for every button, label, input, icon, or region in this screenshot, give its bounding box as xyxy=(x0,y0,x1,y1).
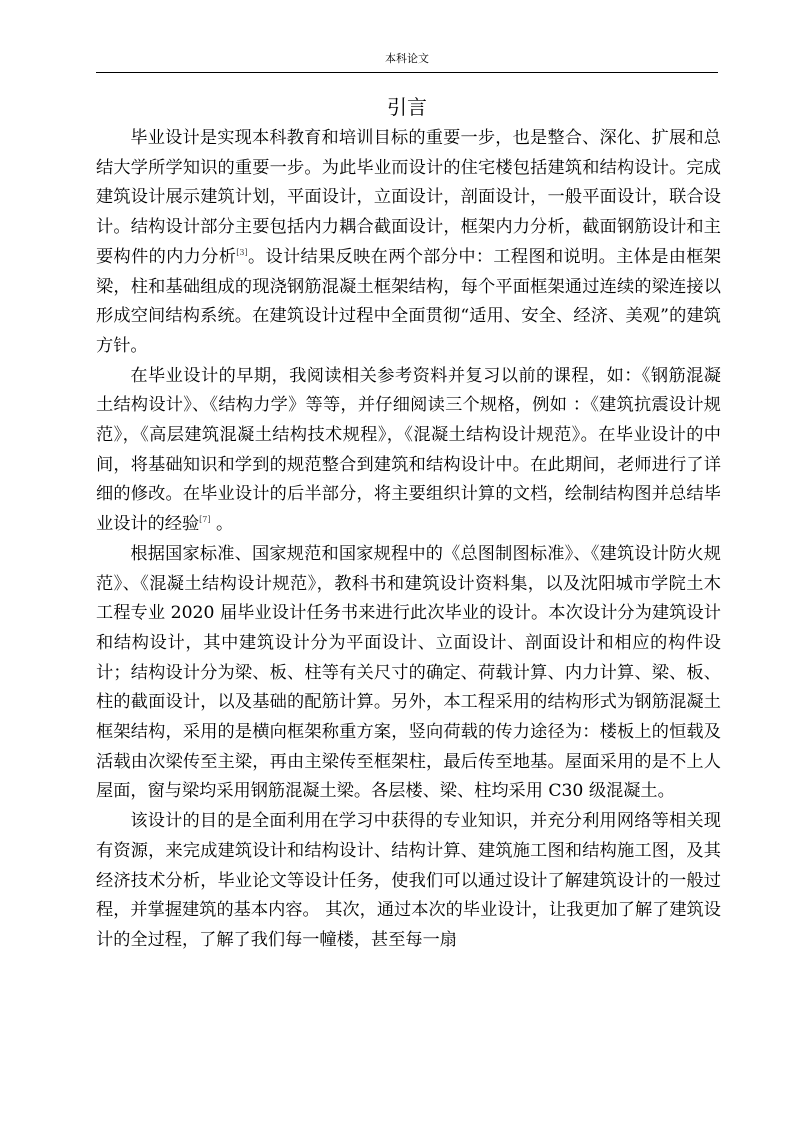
paragraph-2 xyxy=(96,362,721,540)
paragraph-text: 在毕业设计的早期，我阅读相关参考资料并复习以前的课程，如：《钢筋混凝土结构设计》、《结构力学》等等，并仔细阅读三个规格，例如 ：《建筑抗震设计规范》，《高层建筑混凝土结构技术规程》，《混凝土结构设计规范》。在毕业设计的中间，将基础知识和学到的规范整合到建筑和结构设计中。在此期间，老师进行了详细的修改。在毕业设计的后半部分，将主要组织计算的文档，绘制结构图并总结毕业设计的经验 xyxy=(96,365,721,535)
paragraph-4 xyxy=(96,807,721,956)
citation: [7] xyxy=(199,515,211,525)
paragraph-3 xyxy=(96,540,721,807)
paragraph-text: 。 xyxy=(210,514,234,535)
section-title: 引言 xyxy=(387,95,427,119)
section-body xyxy=(96,124,721,956)
header-rule xyxy=(96,72,718,73)
paragraph-text: 毕业设计是实现本科教育和培训目标的重要一步，也是整合、深化、扩展和总结大学所学知识的重要一步。为此毕业而设计的住宅楼包括建筑和结构设计。完成建筑设计展示建筑计划，平面设计，立面设计，剖面设计，一般平面设计，联合设计。结构设计部分主要包括内力耦合截面设计，框架内力分析，截面钢筋设计和主要构件的内力分析 xyxy=(96,128,721,267)
running-header: 本科论文 xyxy=(385,52,429,65)
paragraph-text: 。设计结果反映在两个部分中：工程图和说明。主体是由框架梁，柱和基础组成的现浇钢筋混凝土框架结构，每个平面框架通过连续的梁连接以形成空间结构系统。在建筑设计过程中全面贯彻“适用、安全、经济、美观”的建筑方针。 xyxy=(96,246,721,356)
paragraph-1 xyxy=(96,124,721,362)
paragraph-text: 该设计的目的是全面利用在学习中获得的专业知识，并充分利用网络等相关现有资源，来完成建筑设计和结构设计、结构计算、建筑施工图和结构施工图，及其经济技术分析，毕业论文等设计任务，使我们可以通过设计了解建筑设计的一般过程，并掌握建筑的基本内容。 其次，通过本次的毕业设计，让我更加了解了建筑设计的全过程，了解了我们每一幢楼，甚至每一扇 xyxy=(96,811,721,950)
citation: [3] xyxy=(236,247,248,257)
paragraph-text: 根据国家标准、国家规范和国家规程中的《总图制图标准》、《建筑设计防火规范》、《混凝土结构设计规范》，教科书和建筑设计资料集，以及沈阳城市学院土木工程专业 2020 届毕业设计任务书来进行此次毕业的设计。本次设计分为建筑设计和结构设计，其中建筑设计分为平面设计、立面设计、剖面设计和相应的构件设计；结构设计分为梁、板、柱等有关尺寸的确定、荷载计算、内力计算、梁、板、柱的截面设计，以及基础的配筋计算。另外，本工程采用的结构形式为钢筋混凝土框架结构，采用的是横向框架称重方案，竖向荷载的传力途径为：楼板上的恒载及活载由次梁传至主梁，再由主梁传至框架柱，最后传至地基。屋面采用的是不上人屋面，窗与梁均采用钢筋混凝土梁。各层楼、梁、柱均采用 C30 级混凝土。 xyxy=(96,543,721,802)
